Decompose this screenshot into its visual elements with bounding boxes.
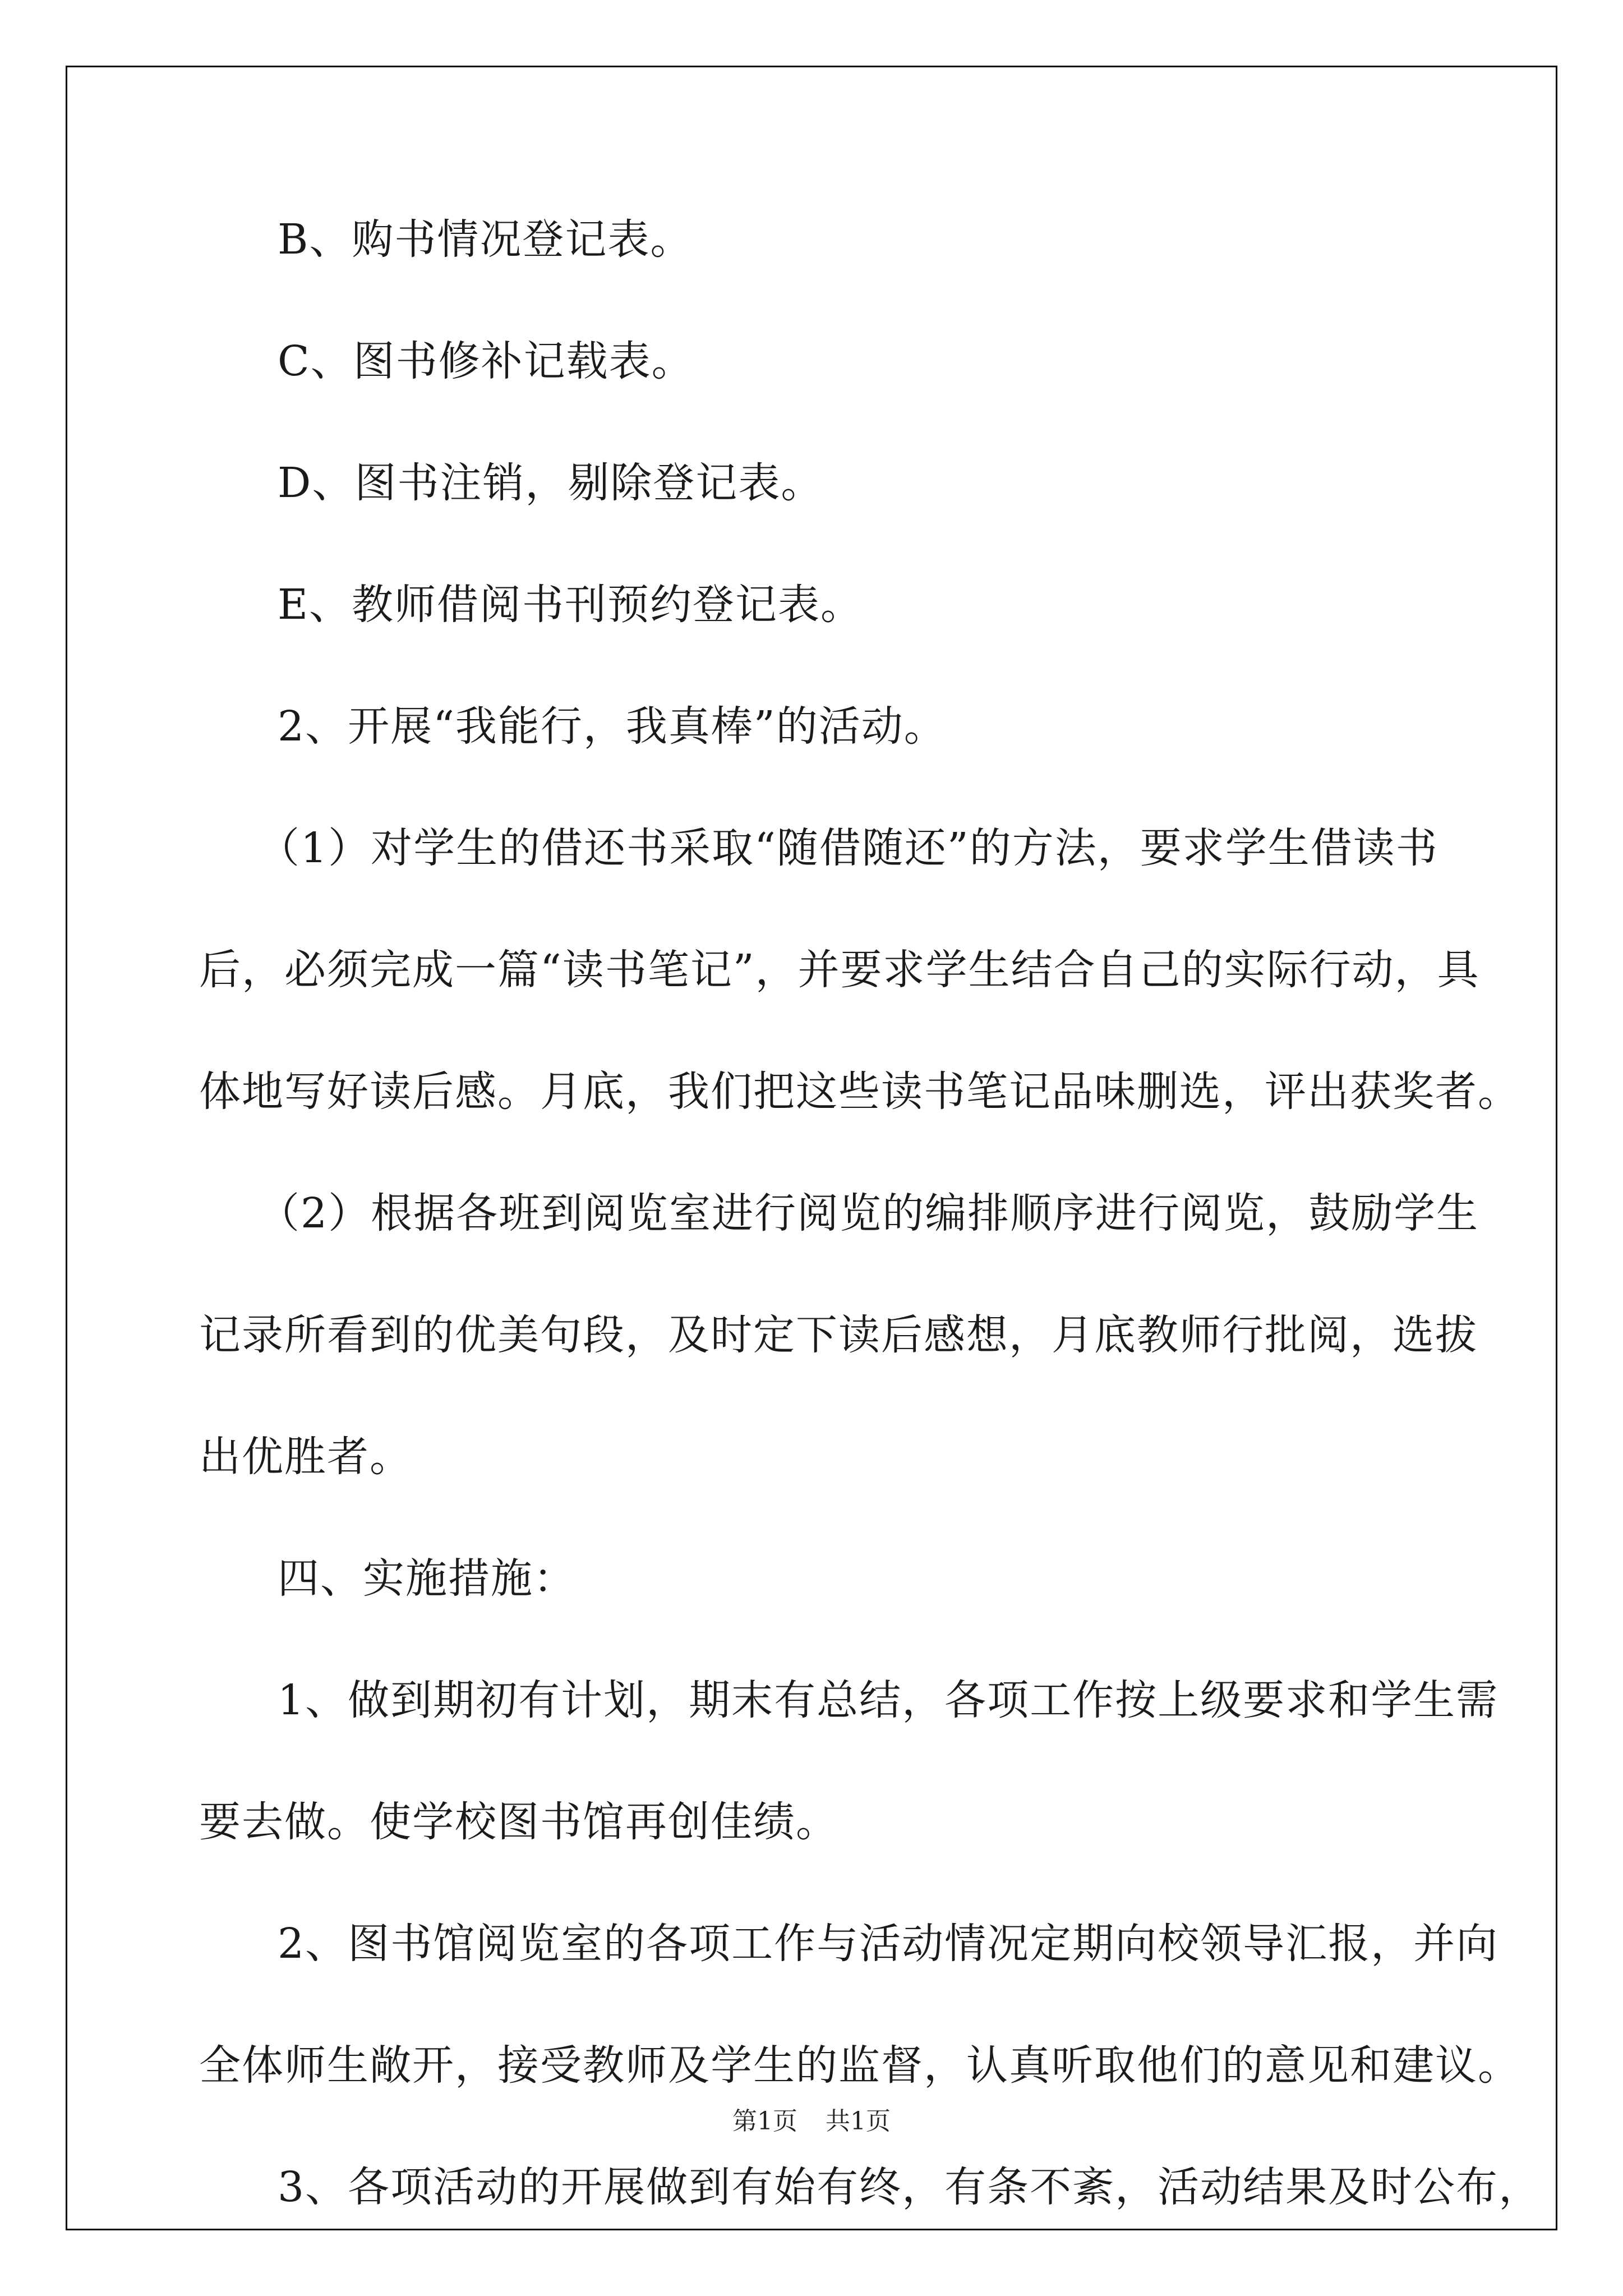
page-total: 共1页	[826, 2107, 891, 2136]
text-line: （2）根据各班到阅览室进行阅览的编排顺序进行阅览，鼓励学生	[258, 1189, 1479, 1237]
text-line: B、购书情况登记表。	[278, 215, 693, 264]
document-body	[199, 215, 1542, 2288]
text-line: 全体师生敞开，接受教师及学生的监督，认真听取他们的意见和建议。	[199, 2041, 1520, 2090]
text-line: E、教师借阅书刊预约登记表。	[278, 581, 864, 629]
text-line: 体地写好读后感。月底，我们把这些读书笔记品味删选，评出获奖者。	[199, 1068, 1520, 1116]
text-line: （1）对学生的借还书采取“随借随还”的方法，要求学生借读书	[258, 824, 1438, 872]
text-line: 1、做到期初有计划，期末有总结，各项工作按上级要求和学生需	[278, 1676, 1499, 1724]
text-line: 出优胜者。	[199, 1433, 412, 1481]
line-list	[199, 215, 1542, 2288]
page-number: 第1页	[732, 2107, 797, 2136]
text-line: 四、实施措施：	[278, 1554, 576, 1603]
text-line: 要去做。使学校图书馆再创佳绩。	[199, 1798, 838, 1846]
text-line: 后，必须完成一篇“读书笔记”，并要求学生结合自己的实际行动，具	[199, 946, 1480, 994]
text-line: 3、各项活动的开展做到有始有终，有条不紊，活动结果及时公布，	[278, 2163, 1542, 2211]
text-line: C、图书修补记载表。	[278, 337, 694, 385]
page-footer	[0, 2101, 1623, 2137]
text-line: 2、开展“我能行，我真棒”的活动。	[278, 702, 947, 751]
text-line: D、图书注销，剔除登记表。	[278, 459, 824, 507]
text-line: 2、图书馆阅览室的各项工作与活动情况定期向校领导汇报，并向	[278, 1920, 1499, 1968]
text-line: 记录所看到的优美句段，及时定下读后感想，月底教师行批阅，选拔	[199, 1311, 1478, 1359]
